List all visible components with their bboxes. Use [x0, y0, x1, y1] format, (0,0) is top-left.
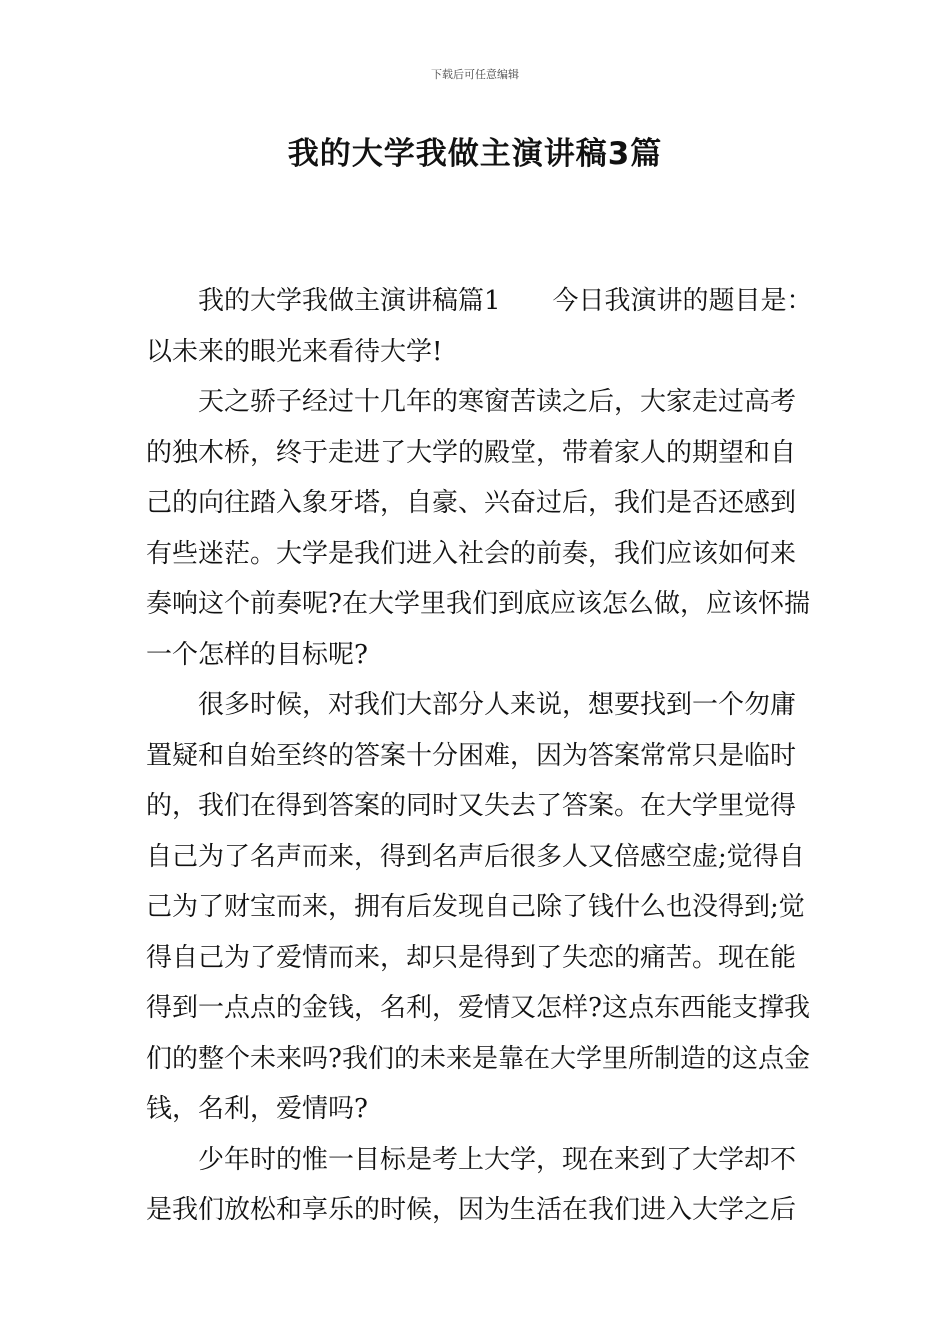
- paragraph-start-line: 很多时候，对我们大部分人来说，想要找到一个勿庸: [198, 690, 797, 720]
- text-line: 己的向往踏入象牙塔，自豪、兴奋过后，我们是否还感到: [146, 488, 797, 518]
- text-line: 奏响这个前奏呢?在大学里我们到底应该怎么做，应该怀揣: [146, 589, 810, 619]
- text-line: 自己为了名声而来，得到名声后很多人又倍感空虚;觉得自: [146, 841, 805, 872]
- paragraph-start-line: 天之骄子经过十几年的寒窗苦读之后，大家走过高考: [198, 387, 797, 417]
- text-line: 的，我们在得到答案的同时又失去了答案。在大学里觉得: [146, 791, 797, 821]
- text-line: 己为了财宝而来，拥有后发现自己除了钱什么也没得到;觉: [146, 892, 805, 922]
- text-line: 置疑和自始至终的答案十分困难，因为答案常常只是临时: [146, 740, 797, 771]
- text-line: 的独木桥，终于走进了大学的殿堂，带着家人的期望和自: [146, 437, 797, 468]
- first-line: [146, 276, 813, 327]
- section-heading: 我的大学我做主演讲稿篇1: [198, 286, 501, 316]
- paragraph-start-line: 少年时的惟一目标是考上大学，现在来到了大学却不: [198, 1144, 797, 1175]
- text-line: 是我们放松和享乐的时候，因为生活在我们进入大学之后: [146, 1195, 797, 1225]
- document-title: 我的大学我做主演讲稿3篇: [287, 136, 663, 172]
- text-line: 一个怎样的目标呢?: [146, 639, 368, 670]
- text-line: 钱，名利，爱情吗?: [146, 1094, 368, 1124]
- document-body: [146, 276, 813, 1236]
- text-line: 们的整个未来吗?我们的未来是靠在大学里所制造的这点金: [146, 1043, 810, 1074]
- text-line: 得自己为了爱情而来，却只是得到了失恋的痛苦。现在能: [146, 942, 797, 973]
- text-line: 有些迷茫。大学是我们进入社会的前奏，我们应该如何来: [146, 538, 797, 569]
- header-note: 下载后可任意编辑: [431, 68, 519, 81]
- intro-text: 今日我演讲的题目是：: [552, 286, 813, 316]
- text-line: 得到一点点的金钱，名利，爱情又怎样?这点东西能支撑我: [146, 993, 810, 1023]
- text-line: 以未来的眼光来看待大学!: [146, 336, 443, 367]
